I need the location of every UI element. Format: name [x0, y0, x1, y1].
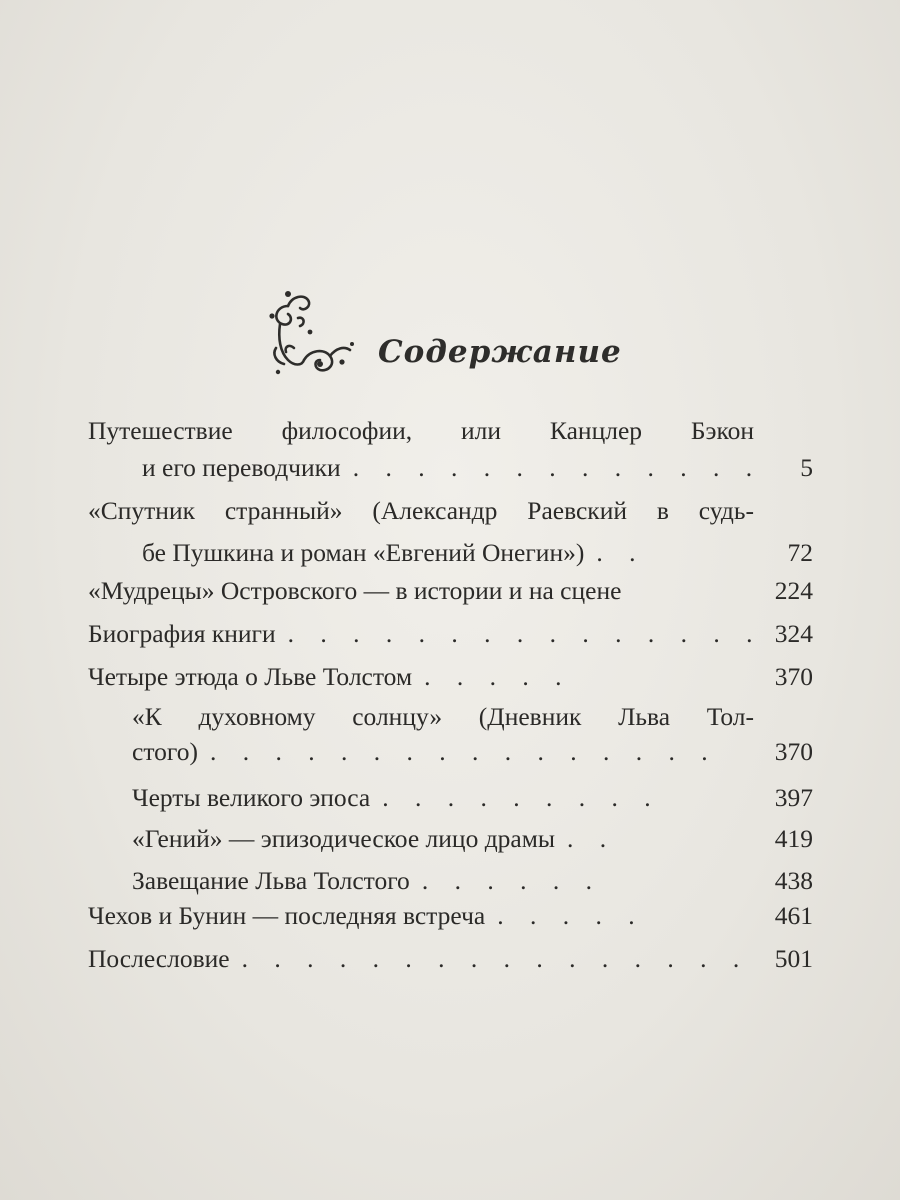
- toc-entry-title: бе Пушкина и роман «Евгений Онегин»): [142, 538, 585, 567]
- toc-page-number: 438: [774, 866, 813, 895]
- toc-entry: [88, 658, 813, 695]
- toc-entry: [132, 733, 813, 770]
- toc-entry: [142, 449, 813, 486]
- toc-leader-dots: . . . . . . . . .: [382, 783, 661, 812]
- toc-page-number: 370: [774, 737, 813, 766]
- toc-entry-title: Путешествие философии, или Канцлер Бэкон: [88, 416, 754, 445]
- toc-leader-dots: . .: [596, 538, 646, 567]
- toc-leader-dots: . . . . .: [424, 662, 572, 691]
- toc-page-number: 370: [774, 662, 813, 691]
- toc-entry-title: Черты великого эпоса: [132, 783, 371, 812]
- toc-page-number: 461: [774, 901, 813, 930]
- toc-entry-title: и его переводчики: [142, 453, 341, 482]
- toc-page-number: 419: [774, 824, 813, 853]
- toc-page-number: 397: [774, 783, 813, 812]
- toc-page-number: 5: [800, 453, 813, 482]
- toc-entry: [132, 779, 813, 816]
- toc-entry: [142, 534, 813, 571]
- toc-entry-title: Четыре этюда о Льве Толстом: [88, 662, 413, 691]
- page-title: Содержание: [378, 334, 622, 370]
- toc-entry: [88, 615, 813, 652]
- toc-leader-dots: . . . . . . . . . . . . . . .: [287, 619, 763, 648]
- toc-entry-title: Чехов и Бунин — последняя встреча: [88, 901, 486, 930]
- toc-entry-title: «Гений» — эпизодическое лицо драмы: [132, 824, 556, 853]
- toc-entry-title: Завещание Льва Толстого: [132, 866, 410, 895]
- toc-entry-title: «Мудрецы» Островского — в истории и на сцене: [88, 576, 622, 605]
- toc-entry: [88, 940, 813, 977]
- toc-page-number: 72: [787, 538, 813, 567]
- toc-page-number: 324: [774, 619, 813, 648]
- toc-entry-title: стого): [132, 737, 198, 766]
- toc-entry: [132, 820, 813, 857]
- toc-leader-dots: . . . . . . . . . . . . .: [352, 453, 763, 482]
- contents-heading: [258, 286, 658, 386]
- floral-ornament-icon: [258, 286, 358, 382]
- toc-leader-dots: . .: [567, 824, 617, 853]
- toc-page-number: 501: [774, 944, 813, 973]
- toc-leader-dots: . . . . . . . . . . . . . . . .: [241, 944, 750, 973]
- toc-page-number: 224: [774, 576, 813, 605]
- toc-entry-title-line: [88, 492, 754, 529]
- toc-entry: [88, 897, 813, 934]
- toc-leader-dots: . . . . . .: [421, 866, 602, 895]
- toc-entry-title: «Спутник странный» (Александр Раевский в судь-: [88, 496, 754, 525]
- toc-entry-title-line: [132, 698, 754, 735]
- toc-leader-dots: . . . . . . . . . . . . . . . .: [209, 737, 718, 766]
- toc-leader-dots: . . . . .: [497, 901, 645, 930]
- toc-entry-title: «К духовному солнцу» (Дневник Льва Тол-: [132, 702, 754, 731]
- toc-entry-title: Послесловие: [88, 944, 230, 973]
- toc-entry-title: Биография книги: [88, 619, 276, 648]
- toc-entry-title-line: [88, 412, 754, 449]
- toc-entry: [88, 572, 813, 609]
- toc-entry: [132, 862, 813, 899]
